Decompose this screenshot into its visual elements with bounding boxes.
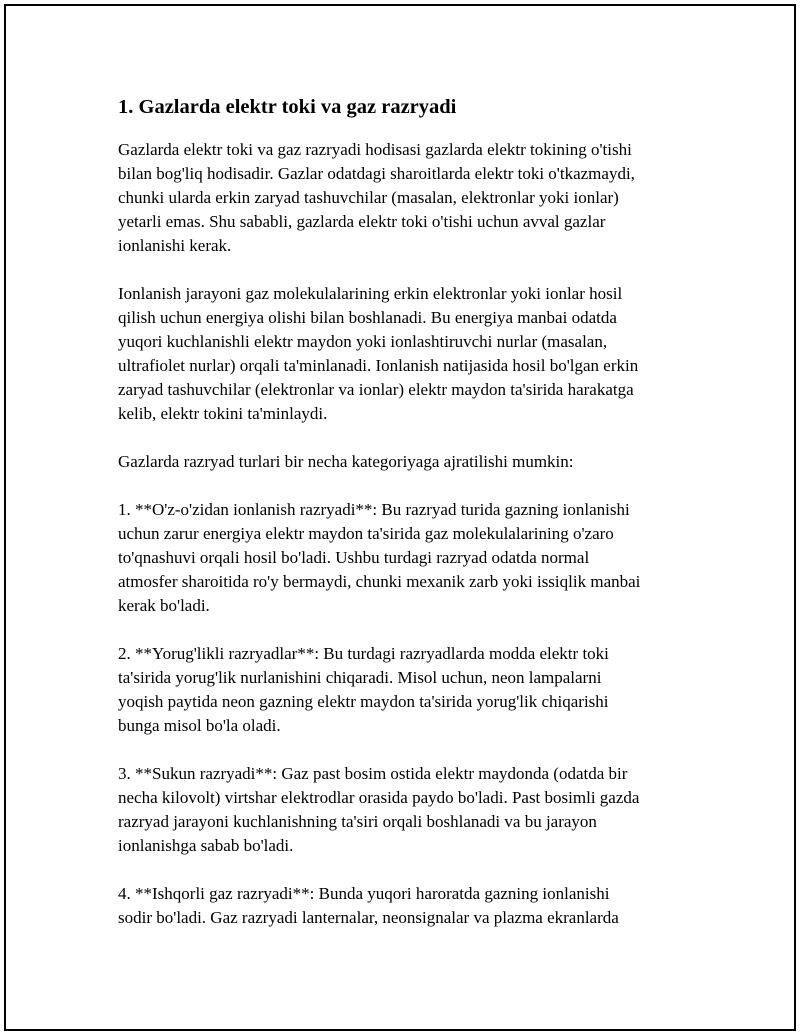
list-item-1 — [118, 498, 698, 618]
text-line: atmosfer sharoitida ro'y bermaydi, chunki mexanik zarb yoki issiqlik manbai — [118, 572, 641, 591]
text-line: ta'sirida yorug'lik nurlanishini chiqaradi. Misol uchun, neon lampalarni — [118, 668, 602, 687]
text-line: chunki ularda erkin zaryad tashuvchilar (masalan, elektronlar yoki ionlar) — [118, 188, 619, 207]
text-line: to'qnashuvi orqali hosil bo'ladi. Ushbu turdagi razryad odatda normal — [118, 548, 590, 567]
text-line: ionlanishga sabab bo'ladi. — [118, 836, 294, 855]
text-line: 4. **Ishqorli gaz razryadi**: Bunda yuqori haroratda gazning ionlanishi — [118, 884, 610, 903]
list-item-4 — [118, 882, 698, 930]
text-line: necha kilovolt) virtshar elektrodlar orasida paydo bo'ladi. Past bosimli gazda — [118, 788, 640, 807]
text-line: razryad jarayoni kuchlanishning ta'siri orqali boshlanadi va bu jarayon — [118, 812, 597, 831]
text-line: yoqish paytida neon gazning elektr maydon ta'sirida yorug'lik chiqarishi — [118, 692, 609, 711]
text-line: kerak bo'ladi. — [118, 596, 210, 615]
text-line: qilish uchun energiya olishi bilan boshlanadi. Bu energiya manbai odatda — [118, 308, 617, 327]
text-line: yetarli emas. Shu sababli, gazlarda elektr toki o'tishi uchun avval gazlar — [118, 212, 606, 231]
text-line: 2. **Yorug'likli razryadlar**: Bu turdagi razryadlarda modda elektr toki — [118, 644, 609, 663]
text-line: kelib, elektr tokini ta'minlaydi. — [118, 404, 328, 423]
document-title: 1. Gazlarda elektr toki va gaz razryadi — [118, 96, 457, 118]
text-line: Gazlarda elektr toki va gaz razryadi hodisasi gazlarda elektr tokining o'tishi — [118, 140, 632, 159]
text-line: sodir bo'ladi. Gaz razryadi lanternalar, neonsignalar va plazma ekranlarda — [118, 908, 619, 927]
paragraph-categories-intro — [118, 450, 698, 474]
text-line: yuqori kuchlanishli elektr maydon yoki ionlashtiruvchi nurlar (masalan, — [118, 332, 608, 351]
paragraph-ionization — [118, 282, 698, 426]
text-line: uchun zarur energiya elektr maydon ta'sirida gaz molekulalarining o'zaro — [118, 524, 614, 543]
text-line: Gazlarda razryad turlari bir necha kategoriyaga ajratilishi mumkin: — [118, 452, 574, 471]
document-body — [118, 94, 698, 954]
text-line: Ionlanish jarayoni gaz molekulalarining erkin elektronlar yoki ionlar hosil — [118, 284, 623, 303]
text-line: ultrafiolet nurlar) orqali ta'minlanadi. Ionlanish natijasida hosil bo'lgan erkin — [118, 356, 639, 375]
list-item-2 — [118, 642, 698, 738]
text-line: ionlanishi kerak. — [118, 236, 232, 255]
text-line: 3. **Sukun razryadi**: Gaz past bosim ostida elektr maydonda (odatda bir — [118, 764, 628, 783]
text-line: zaryad tashuvchilar (elektronlar va ionlar) elektr maydon ta'sirida harakatga — [118, 380, 634, 399]
paragraph-intro — [118, 138, 698, 258]
text-line: 1. **O'z-o'zidan ionlanish razryadi**: Bu razryad turida gazning ionlanishi — [118, 500, 630, 519]
text-line: bunga misol bo'la oladi. — [118, 716, 281, 735]
list-item-3 — [118, 762, 698, 858]
text-line: bilan bog'liq hodisadir. Gazlar odatdagi sharoitlarda elektr toki o'tkazmaydi, — [118, 164, 635, 183]
